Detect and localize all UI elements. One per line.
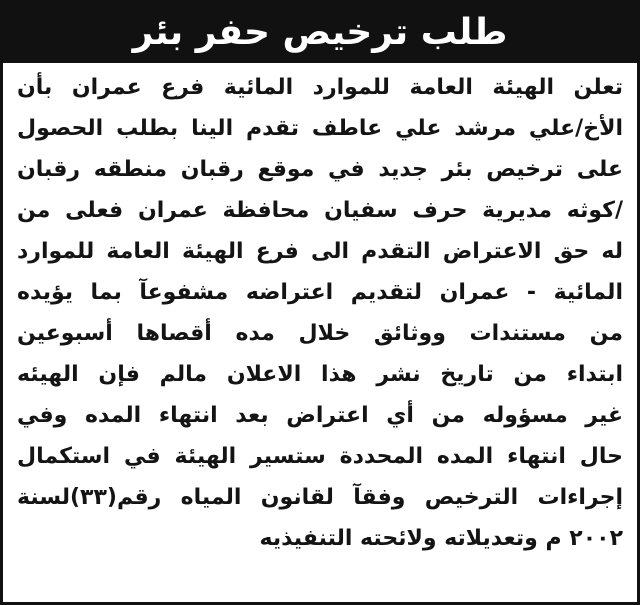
- notice-line: ابتداء من تاريخ نشر هذا الاعلان مالم فإن الهيئه: [17, 362, 623, 387]
- notice-line: المائية - عمران لتقديم اعتراضه مشفوعآ بما يؤيده: [17, 280, 623, 305]
- notice-line: غير مسؤوله من أي اعتراض بعد انتهاء المده وفي: [17, 403, 623, 428]
- notice-line: حال انتهاء المده المحددة ستسير الهيئة في استكمال: [17, 444, 623, 469]
- notice-body: [17, 67, 623, 559]
- notice-line: تعلن الهيئة العامة للموارد المائية فرع عمران بأن: [17, 75, 623, 100]
- notice-line: الأخ/علي مرشد علي عاطف تقدم الينا بطلب الحصول: [17, 116, 623, 141]
- notice-title: طلب ترخيص حفر بئر: [132, 12, 508, 53]
- title-bar: [3, 3, 637, 63]
- notice-line: له حق الاعتراض التقدم الى فرع الهيئة العامة للموارد: [17, 239, 623, 264]
- notice-line: ٢٠٠٢ م وتعديلاته ولائحته التنفيذيه: [259, 526, 623, 551]
- notice-line: على ترخيص بئر جديد في موقع رقبان منطقه رقبان: [17, 157, 623, 182]
- notice-line: /كوثه مديرية حرف سفيان محافظة عمران فعلى من: [17, 198, 623, 223]
- notice-line: من مستندات ووثائق خلال مده أقصاها أسبوعين: [17, 321, 623, 346]
- notice-line: إجراءات الترخيص وفقآ لقانون المياه رقم(٣٣)لسنة: [17, 485, 623, 510]
